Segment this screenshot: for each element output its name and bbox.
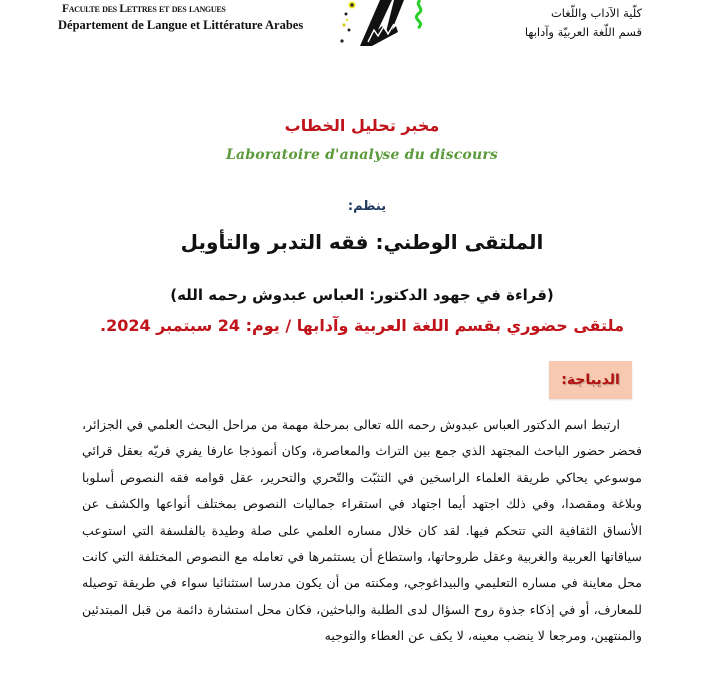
university-logo-icon — [338, 0, 438, 48]
department-name-ar: قسم اللّغة العربيّة وآدابها — [524, 25, 642, 39]
preamble-heading-box — [549, 361, 632, 399]
laboratory-name-ar: مخبر تحليل الخطاب — [284, 116, 440, 135]
conference-date-line: ملتقى حضوري بقسم اللغة العربية وآدابها / يوم: 24 سبتمبر 2024. — [99, 316, 624, 335]
header-left-french — [58, 2, 322, 34]
department-name-fr: Département de Langue et Littérature Arabes — [58, 18, 304, 32]
conference-title: الملتقى الوطني: فقه التدبر والتأويل — [180, 230, 544, 254]
preamble-paragraph: ارتبط اسم الدكتور العباس عبدوش رحمه الله تعالى بمرحلة مهمة من مراحل البحث العلمي في الجزائر، فحضر حضور الباحث المجتهد الذي جمع بين التراث والمعاصرة، وكان أنموذجا عارفا يفري فريّه بعقل قرائي موسوعي يحاكي طريقة العلماء الراسخين في التثبّت والتّحري والتحرير، عقل قوامه فقه النصوص أسلوبا وبلاغة ومقصدا، وفي ذلك اجتهد أيما اجتهاد في استقراء جماليات النصوص بمختلف أنواعها والكشف عن الأنساق الثقافية التي تتحكم فيها. لقد كان خلال مساره العلمي على صلة وطيدة بالفلسفة التي استوعب سياقاتها العربية والغربية وعقل طروحاتها، واستطاع أن يستثمرها في تعامله مع النصوص المختلفة التي كانت محل معاينة في مساره التعليمي والبيداغوجي، ومكنته من أن يكون مدرسا استثنائيا سواء في طريقة توصيله للمعارف، أو في إذكاء جذوة روح السؤال لدى الطلبة والباحثين، فكان محل استشارة دائمة من قبل المبتدئين والمنتهين، ومرجعا لا ينضب معينه، لا يكف عن العطاء والتوجيه — [82, 417, 642, 644]
faculty-name-ar: كلّية الآداب واللّغات — [550, 6, 642, 20]
faculty-name-fr: Faculte des Lettres et des langues — [62, 3, 226, 15]
laboratory-name-fr: Laboratoire d'analyse du discours — [225, 147, 498, 163]
organizes-label: ينظم: — [347, 199, 387, 214]
conference-subtitle: (قراءة في جهود الدكتور: العباس عبدوش رحمه الله) — [170, 286, 554, 304]
header-right-arabic — [525, 4, 642, 42]
preamble-body — [82, 412, 642, 650]
preamble-heading: الديباجة: — [561, 372, 620, 388]
